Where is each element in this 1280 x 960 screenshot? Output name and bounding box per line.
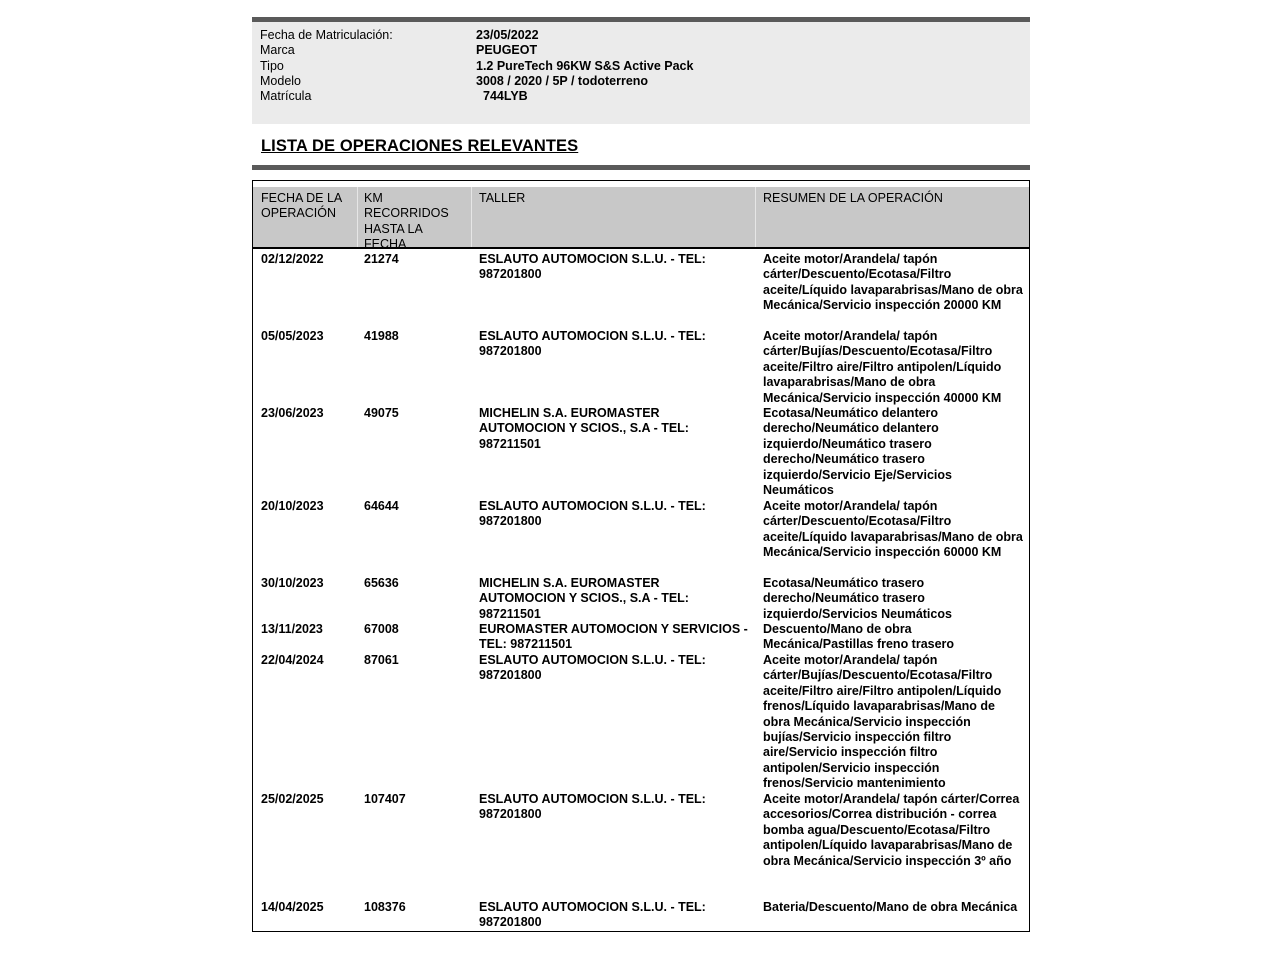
section-title: LISTA DE OPERACIONES RELEVANTES (261, 137, 579, 155)
cell-resumen: Ecotasa/Neumático trasero derecho/Neumático trasero izquierdo/Servicios Neumáticos (763, 576, 952, 621)
cell-taller: ESLAUTO AUTOMOCION S.L.U. - TEL: 987201800 (479, 792, 706, 822)
info-label: Modelo (260, 74, 301, 88)
info-label: Fecha de Matriculación: (260, 28, 393, 42)
cell-resumen: Descuento/Mano de obra Mecánica/Pastillas freno trasero (763, 622, 955, 652)
header-separator (471, 187, 472, 247)
cell-resumen: Aceite motor/Arandela/ tapón cárter/Bujías/Descuento/Ecotasa/Filtro aceite/Filtro aire/Filtro antipolen/Líquido lavaparabrisas/Mano de obra Mecánica/Servicio inspección 40000 KM (763, 329, 1002, 405)
cell-resumen: Aceite motor/Arandela/ tapón cárter/Correa accesorios/Correa distribución - correa bomba agua/Descuento/Ecotasa/Filtro antipolen/Líquido lavaparabrisas/Mano de obra Mecánica/Servicio inspección 3º año (763, 792, 1020, 868)
cell-taller: MICHELIN S.A. EUROMASTER AUTOMOCION Y SCIOS., S.A - TEL: 987211501 (479, 576, 689, 621)
header-separator (755, 187, 756, 247)
header-taller: TALLER (479, 191, 526, 205)
cell-fecha: 30/10/2023 (261, 576, 324, 590)
vehicle-info-panel (252, 17, 1030, 124)
header-km: KM RECORRIDOS HASTA LA FECHA (364, 191, 449, 252)
cell-taller: ESLAUTO AUTOMOCION S.L.U. - TEL: 987201800 (479, 499, 706, 529)
cell-resumen: Ecotasa/Neumático delantero derecho/Neumático delantero izquierdo/Neumático trasero derecho/Neumático trasero izquierdo/Servicio Eje/Servicios Neumáticos (763, 406, 952, 498)
info-label: Marca (260, 43, 295, 57)
cell-taller: ESLAUTO AUTOMOCION S.L.U. - TEL: 987201800 (479, 252, 706, 282)
info-value: 744LYB (483, 89, 528, 103)
cell-fecha: 20/10/2023 (261, 499, 324, 513)
cell-km: 108376 (364, 900, 406, 914)
info-value: PEUGEOT (476, 43, 538, 57)
cell-fecha: 02/12/2022 (261, 252, 324, 266)
cell-km: 64644 (364, 499, 399, 513)
cell-taller: ESLAUTO AUTOMOCION S.L.U. - TEL: 987201800 (479, 900, 706, 930)
cell-taller: MICHELIN S.A. EUROMASTER AUTOMOCION Y SCIOS., S.A - TEL: 987211501 (479, 406, 689, 451)
info-value: 3008 / 2020 / 5P / todoterreno (476, 74, 649, 88)
cell-km: 87061 (364, 653, 399, 667)
cell-resumen: Aceite motor/Arandela/ tapón cárter/Descuento/Ecotasa/Filtro aceite/Líquido lavaparabrisas/Mano de obra Mecánica/Servicio inspección 60000 KM (763, 499, 1023, 560)
cell-taller: EUROMASTER AUTOMOCION Y SERVICIOS - TEL: 987211501 (479, 622, 748, 652)
info-value: 1.2 PureTech 96KW S&S Active Pack (476, 59, 694, 73)
cell-fecha: 14/04/2025 (261, 900, 324, 914)
info-label: Tipo (260, 59, 284, 73)
cell-fecha: 05/05/2023 (261, 329, 324, 343)
header-fecha: FECHA DE LA OPERACIÓN (261, 191, 342, 221)
cell-km: 21274 (364, 252, 399, 266)
header-separator (357, 187, 358, 247)
cell-km: 67008 (364, 622, 399, 636)
cell-fecha: 23/06/2023 (261, 406, 324, 420)
cell-fecha: 22/04/2024 (261, 653, 324, 667)
cell-resumen: Bateria/Descuento/Mano de obra Mecánica (763, 900, 1018, 914)
cell-km: 41988 (364, 329, 399, 343)
cell-km: 107407 (364, 792, 406, 806)
cell-fecha: 13/11/2023 (261, 622, 323, 636)
cell-fecha: 25/02/2025 (261, 792, 324, 806)
header-resumen: RESUMEN DE LA OPERACIÓN (763, 191, 943, 205)
cell-km: 49075 (364, 406, 399, 420)
cell-taller: ESLAUTO AUTOMOCION S.L.U. - TEL: 987201800 (479, 329, 706, 359)
info-value: 23/05/2022 (476, 28, 539, 42)
section-divider (252, 165, 1030, 170)
operations-table (252, 180, 1030, 932)
cell-taller: ESLAUTO AUTOMOCION S.L.U. - TEL: 987201800 (479, 653, 706, 683)
cell-km: 65636 (364, 576, 399, 590)
cell-resumen: Aceite motor/Arandela/ tapón cárter/Descuento/Ecotasa/Filtro aceite/Líquido lavaparabrisas/Mano de obra Mecánica/Servicio inspección 20000 KM (763, 252, 1023, 313)
table-header (253, 187, 1029, 252)
cell-resumen: Aceite motor/Arandela/ tapón cárter/Bujías/Descuento/Ecotasa/Filtro aceite/Filtro aire/Filtro antipolen/Líquido frenos/Líquido lavaparabrisas/Mano de obra Mecánica/Servicio inspección bujías/Servicio inspección filtro aire/Servicio inspección filtro antipolen/Servicio inspección frenos/Servicio mantenimiento (763, 653, 1002, 791)
info-label: Matrícula (260, 89, 312, 103)
